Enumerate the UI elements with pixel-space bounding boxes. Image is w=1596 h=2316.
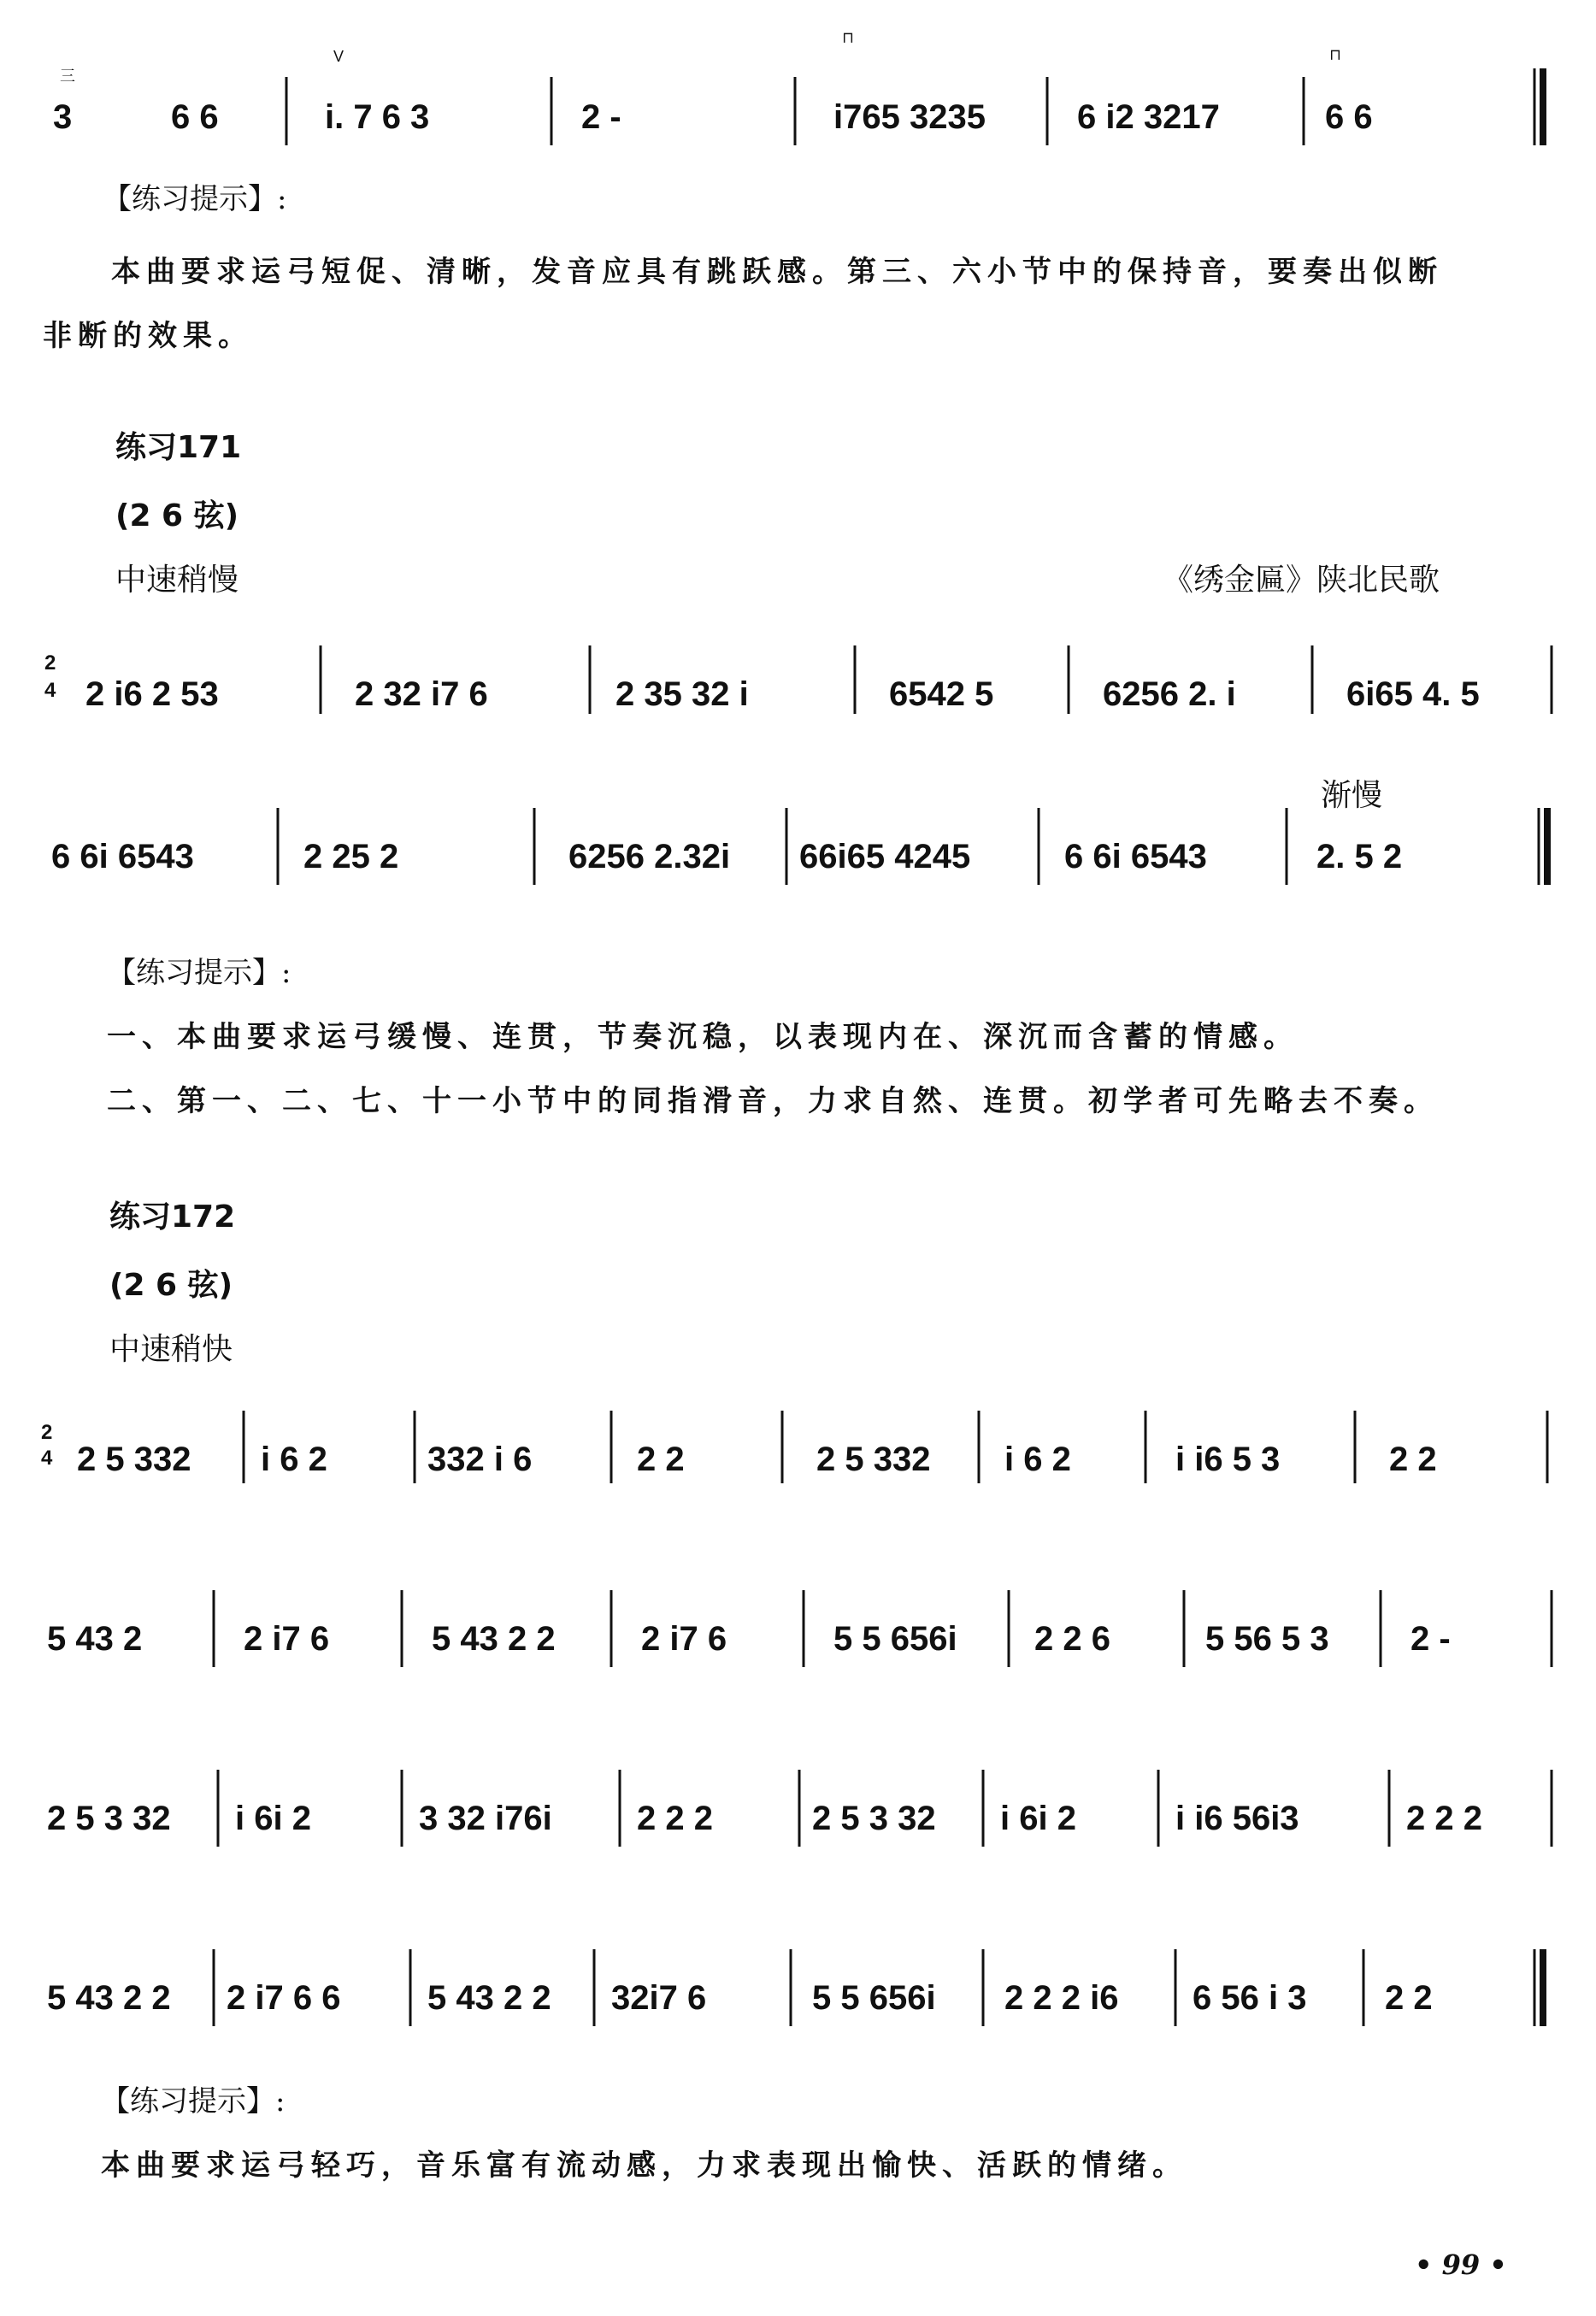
note-group: 6 6i 6543: [51, 838, 194, 875]
note-group: i765 3235: [833, 98, 986, 136]
note-group: 6 6: [171, 98, 219, 136]
tips-label: 【练习提示】:: [103, 182, 287, 216]
note-group: 2 2 2: [1406, 1800, 1482, 1837]
note-group: 5 5 656i: [833, 1620, 957, 1658]
tip-text: 非断的效果。: [43, 319, 253, 353]
note-group: i 6i 2: [1000, 1800, 1076, 1837]
note-group: i 6 2: [261, 1441, 327, 1478]
note-group: 32i7 6: [611, 1979, 707, 2017]
note-group: 2 -: [581, 98, 621, 136]
note-group: 6i65 4. 5: [1346, 675, 1480, 713]
note-group: 2 -: [1410, 1620, 1451, 1658]
string-indication: (2 6 弦): [109, 1268, 233, 1303]
staff-line: [0, 1372, 1596, 1500]
tip-text: 本曲要求运弓轻巧，音乐富有流动感，力求表现出愉快、活跃的情绪。: [101, 2148, 1187, 2183]
tips-label: 【练习提示】:: [107, 956, 292, 990]
svg-text:⊓: ⊓: [842, 29, 855, 46]
note-group: 2 2: [1389, 1441, 1437, 1478]
song-source: 《绣金匾》陕北民歌: [1163, 563, 1440, 598]
note-group: 6256 2. i: [1103, 675, 1236, 713]
staff-line: [0, 1731, 1596, 1859]
note-group: 5 5 656i: [812, 1979, 936, 2017]
note-group: i i6 56i3: [1175, 1800, 1299, 1837]
note-group: 2 5 3 32: [812, 1800, 936, 1837]
note-group: 2 2: [637, 1441, 685, 1478]
tip-text: 一、本曲要求运弓缓慢、连贯，节奏沉稳，以表现内在、深沉而含蓄的情感。: [107, 1020, 1299, 1054]
svg-text:⊓: ⊓: [1329, 46, 1342, 63]
svg-text:三: 三: [60, 68, 75, 85]
tips-label: 【练习提示】:: [101, 2084, 286, 2119]
time-signature-bottom: 4: [44, 679, 56, 702]
note-group: 2 2 2: [637, 1800, 713, 1837]
note-group: 6 6: [1325, 98, 1373, 136]
note-group: 2 35 32 i: [615, 675, 749, 713]
time-signature-bottom: 4: [41, 1447, 53, 1470]
exercise-title: 练习172: [109, 1199, 236, 1235]
note-group: 3 32 i76i: [419, 1800, 552, 1837]
tempo-marking: 中速稍慢: [115, 563, 239, 598]
tip-text: 二、第一、二、七、十一小节中的同指滑音，力求自然、连贯。初学者可先略去不奏。: [107, 1084, 1439, 1118]
note-group: 5 43 2 2: [427, 1979, 551, 2017]
time-signature-top: 2: [41, 1421, 53, 1444]
staff-line: [0, 774, 1596, 902]
note-group: 2 i6 2 53: [85, 675, 219, 713]
note-group: 6 6i 6543: [1064, 838, 1207, 875]
string-indication: (2 6 弦): [115, 498, 239, 533]
note-group: 2 5 3 32: [47, 1800, 171, 1837]
note-group: 2 i7 6: [641, 1620, 727, 1658]
note-group: i 6 2: [1004, 1441, 1071, 1478]
staff-line: [0, 1552, 1596, 1680]
note-group: 6256 2.32i: [568, 838, 731, 875]
note-group: 5 43 2 2: [432, 1620, 556, 1658]
note-group: 3: [53, 98, 73, 136]
time-signature-top: 2: [44, 651, 56, 675]
note-group: 2 25 2: [303, 838, 399, 875]
note-group: i i6 5 3: [1175, 1441, 1281, 1478]
tempo-marking: 中速稍快: [109, 1332, 233, 1367]
note-group: 2 2 6: [1034, 1620, 1110, 1658]
note-group: 2 5 332: [77, 1441, 191, 1478]
note-group: 2 32 i7 6: [355, 675, 488, 713]
note-group: 2. 5 2: [1316, 838, 1403, 875]
note-group: 6542 5: [889, 675, 994, 713]
note-group: 66i65 4245: [799, 838, 971, 875]
svg-text:V: V: [333, 48, 345, 65]
note-group: 332 i 6: [427, 1441, 533, 1478]
tip-text: 本曲要求运弓短促、清晰，发音应具有跳跃感。第三、六小节中的保持音，要奏出似断: [111, 255, 1443, 289]
page-number: • 99 •: [1415, 2248, 1507, 2281]
note-group: i. 7 6 3: [325, 98, 430, 136]
exercise-title: 练习171: [115, 430, 242, 465]
note-group: 5 56 5 3: [1205, 1620, 1329, 1658]
note-group: 2 2 2 i6: [1004, 1979, 1119, 2017]
note-group: 5 43 2 2: [47, 1979, 171, 2017]
note-group: 5 43 2: [47, 1620, 143, 1658]
note-group: 6 56 i 3: [1193, 1979, 1307, 2017]
note-group: 2 2: [1385, 1979, 1433, 2017]
staff-line: [0, 611, 1596, 740]
note-group: i 6i 2: [235, 1800, 311, 1837]
note-group: 6 i2 3217: [1077, 98, 1220, 136]
header-staff: [0, 17, 1596, 145]
note-group: 2 i7 6: [244, 1620, 330, 1658]
note-group: 2 5 332: [816, 1441, 931, 1478]
ritardando-marking: 渐慢: [1321, 778, 1383, 813]
staff-line: [0, 1911, 1596, 2039]
note-group: 2 i7 6 6: [227, 1979, 341, 2017]
